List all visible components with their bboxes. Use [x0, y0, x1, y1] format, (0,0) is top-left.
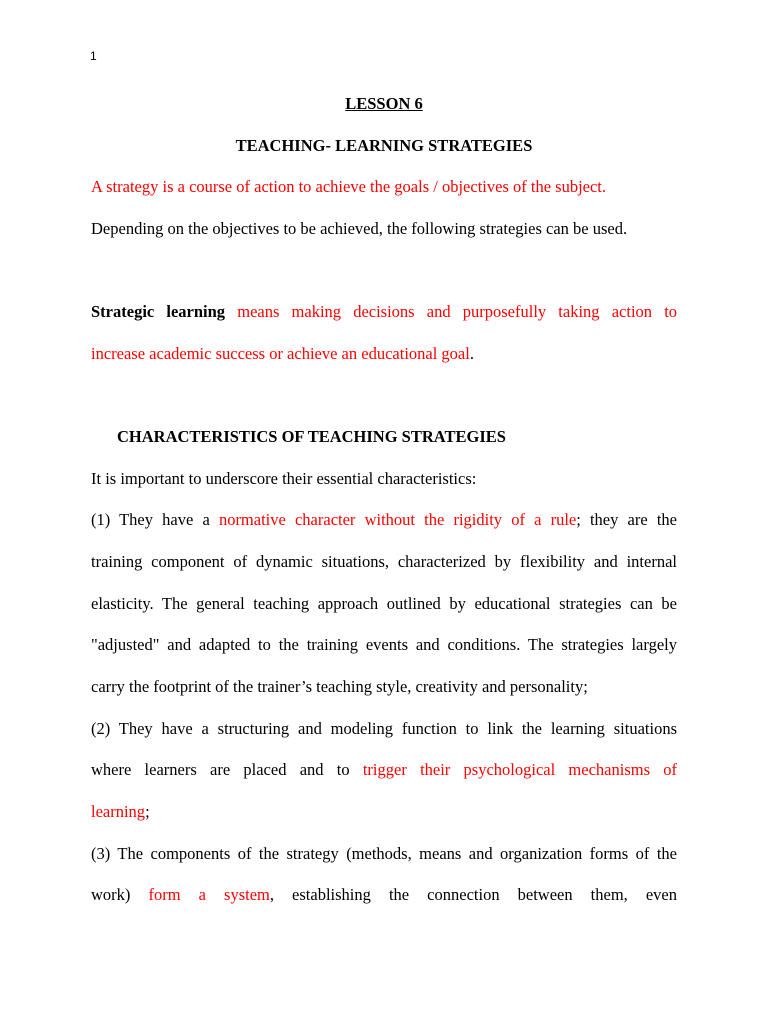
strategic-learning-definition-part2: increase academic success or achieve an educational goal [91, 344, 470, 363]
strategic-learning-period: . [469, 344, 474, 363]
characteristics-heading: CHARACTERISTICS OF TEACHING STRATEGIES [117, 427, 506, 446]
item2-line1: (2) They have a structuring and modeling function to link the learning situations [91, 719, 677, 738]
item2-highlight-end: learning [91, 802, 146, 821]
item2-semicolon: ; [145, 802, 150, 821]
strategic-learning-line2 [91, 343, 677, 365]
item1-line5: carry the footprint of the trainer’s teaching style, creativity and personality; [91, 677, 588, 696]
item1-highlight: normative character without the rigidity of a rule [218, 510, 577, 529]
document-title: TEACHING- LEARNING STRATEGIES [235, 136, 533, 155]
lesson-heading: LESSON 6 [345, 94, 423, 113]
item3-line2 [91, 884, 677, 906]
item1-line2: training component of dynamic situations, characterized by flexibility and internal [91, 552, 677, 571]
item1-line4: "adjusted" and adapted to the training events and conditions. The strategies largely [91, 635, 677, 654]
item2-line3 [91, 801, 677, 823]
item3-highlight: form a system [148, 885, 270, 904]
item3-line1: (3) The components of the strategy (methods, means and organization forms of the [91, 844, 677, 863]
item1-line3: elasticity. The general teaching approach outlined by educational strategies can be [91, 594, 677, 613]
item1-prefix: (1) They have a [91, 510, 219, 529]
strategic-learning-term: Strategic learning [91, 302, 226, 321]
item2-highlight: trigger their psychological mechanisms of [362, 760, 677, 779]
item2-prefix: where learners are placed and to [91, 760, 363, 779]
item1-line1 [91, 509, 677, 531]
characteristics-intro: It is important to underscore their essential characteristics: [91, 469, 477, 488]
strategic-learning-line1 [91, 301, 677, 323]
item3-suffix: , establishing the connection between them, even [269, 885, 678, 904]
item3-prefix: work) [91, 885, 149, 904]
item1-suffix: ; they are the [576, 510, 677, 529]
strategy-definition: A strategy is a course of action to achieve the goals / objectives of the subject. [91, 177, 607, 196]
item2-line2 [91, 759, 677, 781]
page-number: 1 [90, 49, 97, 63]
depending-sentence: Depending on the objectives to be achieved, the following strategies can be used. [91, 219, 628, 238]
strategic-learning-definition-part1: means making decisions and purposefully taking action to [237, 302, 678, 321]
